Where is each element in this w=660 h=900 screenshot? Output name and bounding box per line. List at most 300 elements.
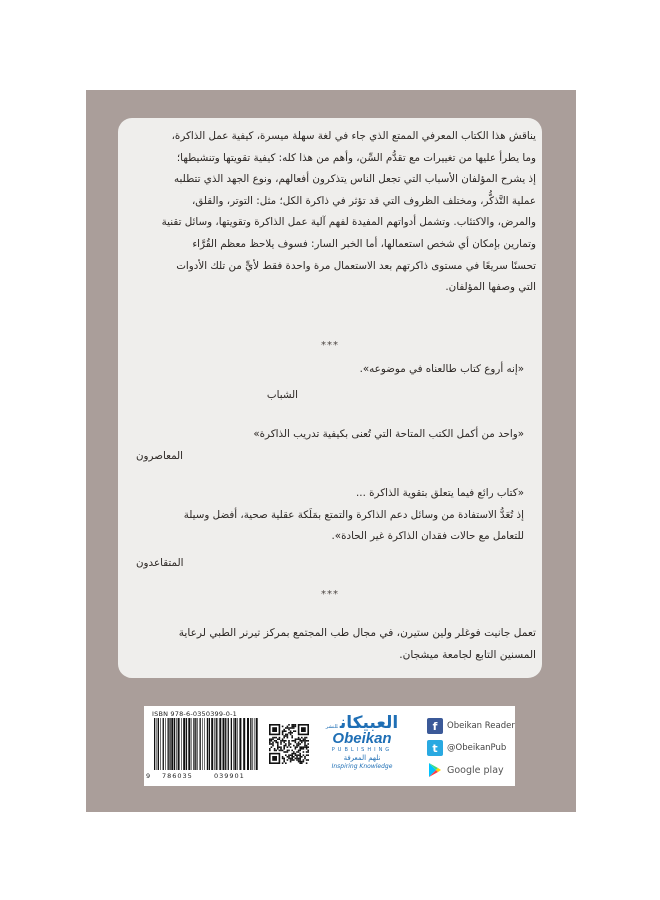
qr-module [299,740,301,742]
qr-module [288,742,290,744]
qr-module [285,735,287,737]
qr-module [290,743,292,745]
qr-module [299,738,301,740]
qr-module [283,759,285,761]
qr-module [285,762,287,764]
barcode-bar [209,718,210,770]
qr-module [279,737,281,739]
barcode-bar [214,718,215,770]
qr-module [288,724,290,726]
qr-module [299,756,301,758]
qr-module [299,753,301,755]
qr-module [303,748,305,750]
barcode-bar [211,718,213,770]
qr-module [283,737,285,739]
qr-module [282,732,284,734]
description-line: إذ يشرح المؤلفان الأسباب التي تجعل الناس يتذكرون أفعالهم، ونوع الجهد الذي تتطلبه [174,173,536,186]
description-line: التي وصفها المؤلفان. [445,281,536,294]
qr-module [295,740,297,742]
barcode-bar [158,718,159,770]
qr-module [277,738,279,740]
qr-module [287,750,289,752]
qr-module [296,738,298,740]
publisher-name-ar: العبيكان [339,713,399,733]
qr-module [285,727,287,729]
qr-module [282,758,284,760]
twitter-icon: t [427,740,443,756]
qr-module [301,740,303,742]
qr-module [306,746,308,748]
qr-module [277,742,279,744]
qr-module [280,740,282,742]
review-source: المتقاعدون [136,557,184,569]
qr-module [299,762,301,764]
barcode-bar [181,718,182,770]
qr-module [288,729,290,731]
barcode-bar [204,718,205,770]
qr-module [275,737,277,739]
review-quote-line: إذ تُعَدُّ الاستفادة من وسائل دعم الذاكرة والتمتع بمَلَكة عقلية صحية، أفضل وسيلة [183,508,524,521]
qr-module [293,745,295,747]
qr-module [275,740,277,742]
qr-module [272,745,274,747]
barcode-bar [169,718,170,770]
qr-module [287,751,289,753]
qr-module [299,748,301,750]
qr-module [274,748,276,750]
qr-module [298,754,300,756]
qr-module [282,730,284,732]
qr-module [274,740,276,742]
qr-module [296,746,298,748]
qr-module [301,746,303,748]
barcode-bar [252,718,253,770]
qr-module [280,748,282,750]
qr-module [269,738,271,740]
qr-module [307,750,309,752]
qr-module [285,740,287,742]
qr-module [304,745,306,747]
qr-module [272,743,274,745]
description-line: والمرض، والاكتئاب. وتشمل أدواتهم المفيدة لفهم آلية عمل الذاكرة وتقويتها، وسائل تقنية [161,216,536,229]
qr-module [295,746,297,748]
qr-module [282,756,284,758]
qr-module [280,746,282,748]
qr-module [304,743,306,745]
qr-module [283,746,285,748]
qr-module [287,727,289,729]
qr-module [291,759,293,761]
qr-module [296,756,298,758]
qr-module [293,740,295,742]
qr-module [299,750,301,752]
qr-module [288,756,290,758]
qr-module [298,759,300,761]
qr-module [295,753,297,755]
barcode-bar [219,718,221,770]
qr-module [288,750,290,752]
qr-module [290,727,292,729]
qr-module [287,735,289,737]
barcode [150,718,262,770]
qr-module [275,750,277,752]
barcode-bar [250,718,251,770]
qr-finder [301,727,306,732]
qr-module [280,750,282,752]
qr-module [291,750,293,752]
qr-module [304,737,306,739]
qr-module [306,754,308,756]
qr-module [293,727,295,729]
qr-module [291,732,293,734]
barcode-lead-digit: 9 [146,772,151,780]
review-source: الشباب [266,389,298,401]
qr-module [287,737,289,739]
qr-module [296,745,298,747]
barcode-bar [183,718,185,770]
barcode-bar [216,718,217,770]
isbn-label: ISBN 978-6-0350399-0-1 [152,710,237,718]
qr-module [304,758,306,760]
barcode-bar [225,718,226,770]
qr-module [271,738,273,740]
barcode-bar [154,718,155,770]
qr-module [304,738,306,740]
qr-module [285,743,287,745]
qr-module [299,746,301,748]
qr-module [299,761,301,763]
description-line: عملية التَّذكُّر، ومختلف الظروف التي قد تؤثر في ذاكرة الكل؛ مثل: التوتر، والقلق، [191,194,536,207]
facebook-link[interactable] [427,717,515,735]
qr-module [301,756,303,758]
qr-module [272,742,274,744]
barcode-bar [239,718,241,770]
qr-module [279,746,281,748]
qr-module [291,724,293,726]
barcode-bar [200,718,201,770]
qr-module [285,730,287,732]
qr-module [285,754,287,756]
barcode-bar [247,718,249,770]
qr-module [306,759,308,761]
qr-module [290,734,292,736]
qr-module [307,746,309,748]
qr-module [290,746,292,748]
review-quote [128,359,524,381]
qr-module [293,753,295,755]
barcode-bar [234,718,236,770]
barcode-bar [165,718,166,770]
qr-module [290,758,292,760]
qr-module [283,740,285,742]
qr-module [288,727,290,729]
qr-module [306,740,308,742]
qr-module [280,743,282,745]
description-line: يناقش هذا الكتاب المعرفي الممتع الذي جاء في لغة سهلة ميسرة، كيفية عمل الذاكرة، [171,130,536,142]
qr-module [295,730,297,732]
qr-module [279,738,281,740]
barcode-bar [243,718,245,770]
barcode-bar [174,718,175,770]
qr-module [288,743,290,745]
qr-module [298,743,300,745]
qr-code[interactable] [269,724,309,764]
qr-module [295,748,297,750]
qr-module [290,730,292,732]
barcode-bar [171,718,173,770]
qr-module [299,743,301,745]
qr-module [287,759,289,761]
separator: *** [321,340,339,351]
review-quote-line: للتعامل مع حالات فقدان الذاكرة غير الحادة». [331,530,524,542]
barcode-bar [233,718,234,770]
qr-module [283,761,285,763]
barcode-bar [218,718,219,770]
qr-module [283,730,285,732]
qr-module [269,742,271,744]
qr-module [290,732,292,734]
qr-module [285,751,287,753]
qr-module [287,726,289,728]
publisher-name-en: Obeikan [332,730,392,747]
qr-module [285,745,287,747]
qr-module [282,726,284,728]
barcode-bar [178,718,180,770]
qr-module [287,756,289,758]
qr-module [271,746,273,748]
qr-module [307,751,309,753]
qr-module [271,740,273,742]
qr-module [304,740,306,742]
qr-module [298,761,300,763]
publisher-tagline: نلهم المعرفة [343,754,381,762]
barcode-bar [197,718,198,770]
qr-module [283,758,285,760]
qr-module [280,742,282,744]
qr-module [299,758,301,760]
qr-module [295,742,297,744]
barcode-bar [160,718,161,770]
qr-module [283,729,285,731]
barcode-bar [163,718,164,770]
barcode-bar [254,718,255,770]
qr-module [307,754,309,756]
qr-module [293,724,295,726]
qr-module [291,756,293,758]
qr-module [298,758,300,760]
qr-module [283,742,285,744]
qr-module [290,761,292,763]
google-play-link[interactable] [427,761,504,779]
qr-module [299,759,301,761]
qr-module [290,754,292,756]
qr-module [282,738,284,740]
qr-module [291,758,293,760]
qr-module [295,758,297,760]
qr-module [283,748,285,750]
review-source: المعاصرون [136,450,184,462]
qr-module [303,759,305,761]
barcode-bar [202,718,203,770]
qr-module [296,751,298,753]
qr-module [291,727,293,729]
qr-finder [272,756,277,761]
qr-module [274,750,276,752]
qr-module [298,738,300,740]
qr-module [283,751,285,753]
barcode-bar [228,718,229,770]
qr-module [295,754,297,756]
qr-module [283,735,285,737]
qr-module [301,742,303,744]
qr-module [291,735,293,737]
qr-module [295,724,297,726]
qr-module [296,758,298,760]
qr-module [299,754,301,756]
description-line: تحسنًا سريعًا في مستوى ذاكرتهم بعد الاستعمال مرة واحدة فقط لأيٍّ من تلك الأدوات [176,259,536,272]
qr-module [306,762,308,764]
qr-module [291,754,293,756]
qr-module [287,734,289,736]
qr-module [293,756,295,758]
qr-module [303,754,305,756]
publisher-logo [322,714,402,774]
qr-module [272,738,274,740]
barcode-left-digits: 786035 [162,772,193,780]
qr-module [306,737,308,739]
barcode-bar [188,718,190,770]
qr-module [306,751,308,753]
qr-module [288,732,290,734]
google-play-icon [427,762,443,778]
twitter-label: @ObeikanPub [447,743,507,753]
publisher-publishing: PUBLISHING [331,747,393,753]
qr-module [291,726,293,728]
barcode-bar [237,718,238,770]
publisher-tagline-ar: للنشر [325,724,338,730]
qr-module [298,742,300,744]
barcode-bar [195,718,196,770]
qr-module [275,742,277,744]
qr-module [288,754,290,756]
barcode-bar [176,718,177,770]
qr-module [293,751,295,753]
qr-module [306,748,308,750]
review-quote [128,424,524,446]
qr-module [277,748,279,750]
qr-module [296,754,298,756]
qr-module [301,761,303,763]
qr-module [288,758,290,760]
description-paragraph [128,126,536,299]
qr-module [282,740,284,742]
barcode-bar [193,718,194,770]
qr-module [306,745,308,747]
qr-module [301,737,303,739]
qr-module [307,759,309,761]
review-quote [128,483,524,548]
qr-module [298,751,300,753]
qr-module [277,743,279,745]
barcode-bar [231,718,232,770]
qr-module [298,737,300,739]
review-quote-line: «كتاب رائع فيما يتعلق بتقوية الذاكرة ... [356,487,524,499]
qr-module [304,746,306,748]
barcode-bar [207,718,208,770]
qr-module [288,745,290,747]
qr-module [303,746,305,748]
qr-module [282,762,284,764]
description-line: وتمارين بإمكان أي شخص استعمالها، أما الخبر السار: فسوف يلاحظ معظم القُرَّاء [192,237,536,250]
authors-line: المسنين التابع لجامعة ميشجان. [399,649,536,661]
qr-module [279,750,281,752]
qr-module [288,740,290,742]
barcode-bar [223,718,225,770]
qr-module [293,730,295,732]
qr-module [301,762,303,764]
authors-paragraph [128,622,536,666]
barcode-bar [256,718,258,770]
qr-module [303,740,305,742]
qr-module [277,746,279,748]
qr-module [301,748,303,750]
qr-module [295,726,297,728]
qr-module [287,746,289,748]
description-line: وما يطرأ عليها من تغييرات مع تقدُّم السِّن، وأهم من هذا كله: كيفية تقويتها وتنشيطها؛ [176,151,536,164]
qr-module [269,740,271,742]
qr-module [303,761,305,763]
qr-module [291,737,293,739]
facebook-icon: f [427,718,443,734]
authors-line: تعمل جانيت فوغلر ولين ستيرن، في مجال طب المجتمع بمركز تيرنر الطبي لرعاية [178,627,536,639]
qr-module [296,743,298,745]
qr-module [285,734,287,736]
qr-module [303,738,305,740]
qr-finder [272,727,277,732]
facebook-label: Obeikan Reader [447,721,515,731]
qr-module [298,750,300,752]
qr-module [290,759,292,761]
barcode-bar [191,718,192,770]
qr-module [282,734,284,736]
qr-module [274,737,276,739]
qr-module [272,737,274,739]
qr-module [291,740,293,742]
qr-module [295,738,297,740]
qr-module [283,745,285,747]
qr-module [269,743,271,745]
twitter-link[interactable] [427,739,506,757]
qr-module [307,740,309,742]
qr-module [291,753,293,755]
barcode-right-digits: 039901 [214,772,245,780]
barcode-bar [157,718,158,770]
qr-module [293,759,295,761]
qr-module [269,750,271,752]
separator: *** [321,589,339,600]
qr-module [271,743,273,745]
review-quote-line: «واحد من أكمل الكتب المتاحة التي تُعنى بكيفية تدريب الذاكرة» [253,428,524,440]
google-play-label: Google play [447,764,504,776]
qr-module [277,745,279,747]
qr-module [282,750,284,752]
qr-module [307,743,309,745]
qr-module [293,726,295,728]
qr-module [304,756,306,758]
review-quote-line: «إنه أروع كتاب طالعناه في موضوعه». [359,363,524,375]
qr-module [269,748,271,750]
barcode-bar [186,718,187,770]
